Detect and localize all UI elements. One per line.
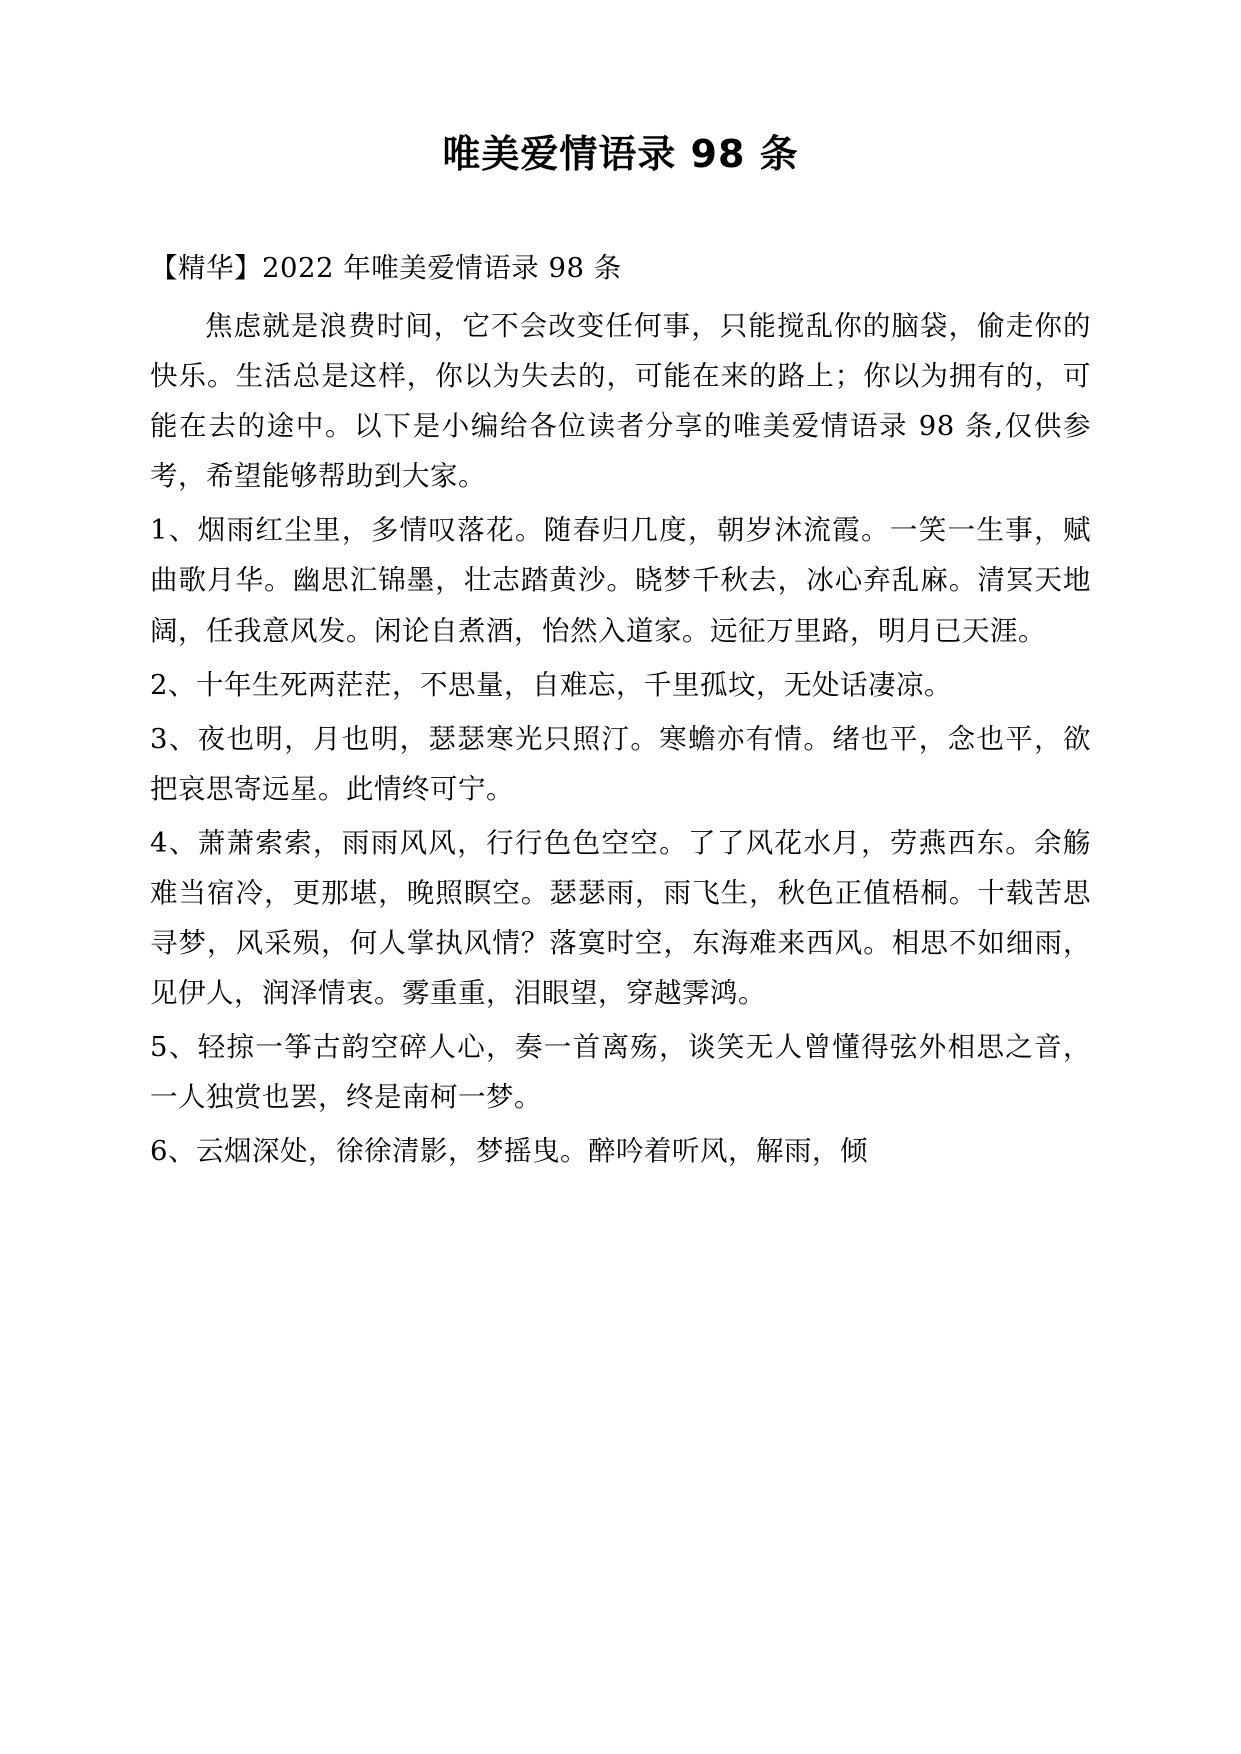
paragraph-intro: 焦虑就是浪费时间，它不会改变任何事，只能搅乱你的脑袋，偷走你的快乐。生活总是这样，你以为失去的，可能在来的路上；你以为拥有的，可能在去的途中。以下是小编给各位读者分享的唯美爱情语录 98 条,仅供参考，希望能够帮助到大家。	[150, 310, 1091, 493]
paragraph-heading-line: 【精华】2022 年唯美爱情语录 98 条	[150, 252, 622, 285]
document-body	[150, 243, 1091, 1176]
paragraph-item-3: 3、夜也明，月也明，瑟瑟寒光只照汀。寒蟾亦有情。绪也平，念也平，欲把哀思寄远星。此情终可宁。	[150, 722, 1091, 805]
page-title: 唯美爱情语录 98 条	[442, 132, 799, 176]
paragraph-item-4: 4、萧萧索索，雨雨风风，行行色色空空。了了风花水月，劳燕西东。余觞难当宿冷，更那堪，晚照瞑空。瑟瑟雨，雨飞生，秋色正值梧桐。十载苦思寻梦，风采殒，何人掌执风情？落寞时空，东海难来西风。相思不如细雨，见伊人，润泽情衷。雾重重，泪眼望，穿越霁鸿。	[150, 826, 1091, 1009]
paragraph-item-5: 5、轻掠一筝古韵空碎人心，奏一首离殇，谈笑无人曾懂得弦外相思之音，一人独赏也罢，终是南柯一梦。	[150, 1030, 1091, 1113]
paragraph-item-2: 2、十年生死两茫茫，不思量，自难忘，千里孤坟，无处话凄凉。	[150, 668, 952, 701]
paragraph-item-1: 1、烟雨红尘里，多情叹落花。随春归几度，朝岁沐流霞。一笑一生事，赋曲歌月华。幽思汇锦墨，壮志踏黄沙。晓梦千秋去，冰心弃乱麻。清冥天地阔，任我意风发。闲论自煮酒，怡然入道家。远征万里路，明月已天涯。	[150, 514, 1091, 647]
paragraph-item-6: 6、云烟深处，徐徐清影，梦摇曳。醉吟着听风，解雨，倾	[150, 1134, 868, 1167]
